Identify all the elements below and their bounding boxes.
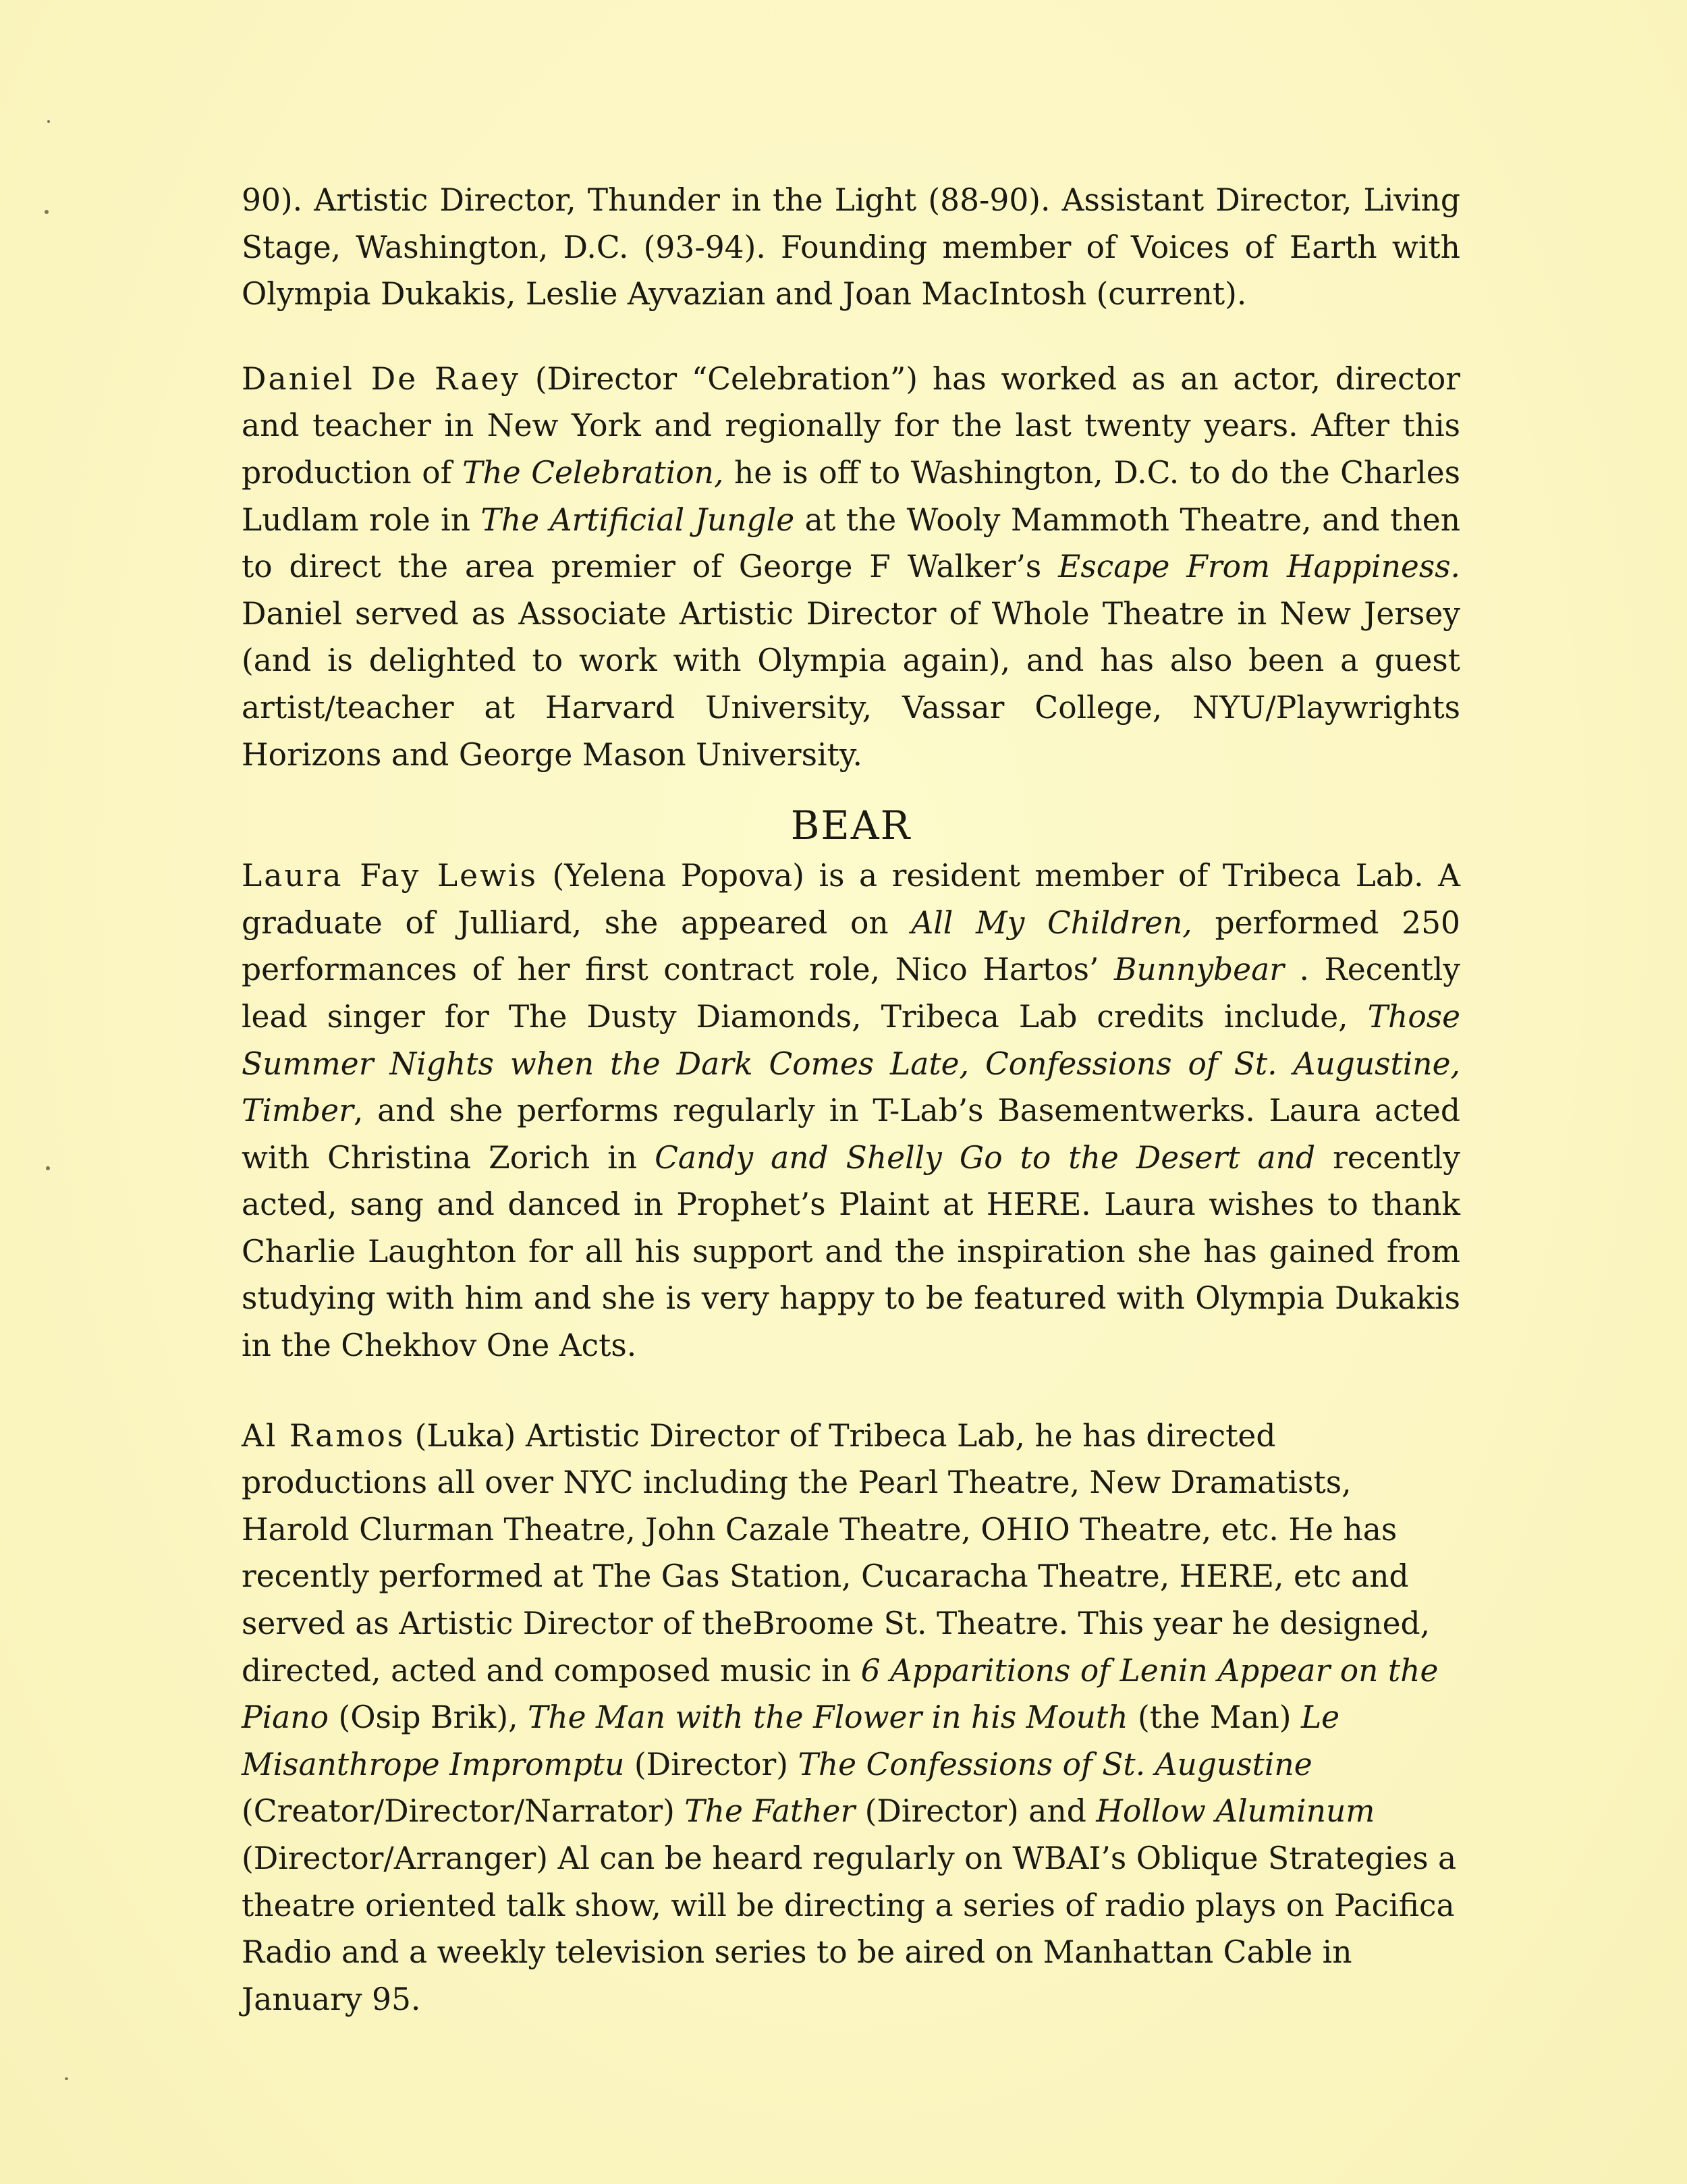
show-title: Escape From Happiness. [1058,549,1461,585]
show-title: The Confessions of St. Augustine [798,1746,1312,1782]
document-body [242,177,1460,2023]
bio-name: Laura Fay Lewis [242,858,538,894]
scan-speck [46,1166,50,1170]
bio-al-ramos: Al Ramos (Luka) Artistic Director of Tribeca Lab, he has directed productions all over NYC including the Pearl Theatre, New Dramatists, Harold Clurman Theatre, John Cazale Theatre, OHIO Theatre, etc. He has recently performed at The Gas Station, Cucaracha Theatre, HERE, etc and served as Artistic Director of theBroome St. Theatre. This year he designed, directed, acted and composed music in 6 Apparitions of Lenin Appear on the Piano (Osip Brik), The Man with the Flower in his Mouth (the Man) Le Misanthrope Impromptu (Director) The Confessions of St. Augustine (Creator/Director/Narrator) The Father (Director) and Hollow Aluminum (Director/Arranger) Al can be heard regularly on WBAI’s Oblique Strategies a theatre oriented talk show, will be directing a series of radio plays on Pacifica Radio and a weekly television series to be aired on Manhattan Cable in January 95. [242,1417,1457,2017]
show-title: Le Misanthrope Impromptu [242,1699,1340,1782]
scan-speck [47,120,50,123]
show-title: The Father [684,1793,856,1830]
show-title: All My Children, [911,904,1192,941]
show-title: Those Summer Nights when the Dark Comes Late, Confessions of St. Augustine, Timber [242,998,1460,1129]
bio-name: Al Ramos [242,1417,406,1454]
show-title: Hollow Aluminum [1096,1793,1375,1830]
show-title: The Man with the Flower in his Mouth [528,1699,1128,1736]
scan-speck [65,2077,68,2080]
bio-name: Daniel De Raey [242,360,521,397]
show-title: The Celebration, [462,454,724,491]
section-heading: BEAR [790,802,912,849]
show-title: The Artificial Jungle [480,501,795,538]
show-title: Candy and Shelly Go to the Desert and [655,1139,1316,1176]
intro-paragraph: 90). Artistic Director, Thunder in the Light (88-90). Assistant Director, Living Stage, Washington, D.C. (93-94). Founding member of Voices of Earth with Olympia Dukakis, Leslie Ayvazian and Joan MacIntosh (current). [242,182,1460,312]
show-title: 6 Apparitions of Lenin Appear on the Piano [242,1652,1439,1736]
bio-daniel-de-raey: Daniel De Raey (Director “Celebration”) has worked as an actor, director and teacher in New York and regionally for the last twenty years. After this production of The Celebration, he is off to Washington, D.C. to do the Charles Ludlam role in The Artificial Jungle at the Wooly Mammoth Theatre, and then to direct the area premier of George F Walker’s Escape From Happiness. Daniel served as Associate Artistic Director of Whole Theatre in New Jersey (and is delighted to work with Olympia again), and has also been a guest artist/teacher at Harvard University, Vassar College, NYU/Playwrights Horizons and George Mason University. [242,360,1461,773]
show-title: Bunnybear [1113,952,1284,988]
bio-laura-fay-lewis: Laura Fay Lewis (Yelena Popova) is a resident member of Tribeca Lab. A graduate of Julliard, she appeared on All My Children, performed 250 performances of her first contract role, Nico Hartos’ Bunnybear . Recently lead singer for The Dusty Diamonds, Tribeca Lab credits include, Those Summer Nights when the Dark Comes Late, Confessions of St. Augustine, Timber, and she performs regularly in T-Lab’s Basementwerks. Laura acted with Christina Zorich in Candy and Shelly Go to the Desert and recently acted, sang and danced in Prophet’s Plaint at HERE. Laura wishes to thank Charlie Laughton for all his support and the inspiration she has gained from studying with him and she is very happy to be featured with Olympia Dukakis in the Chekhov One Acts. [242,858,1461,1364]
scan-speck [45,210,49,214]
